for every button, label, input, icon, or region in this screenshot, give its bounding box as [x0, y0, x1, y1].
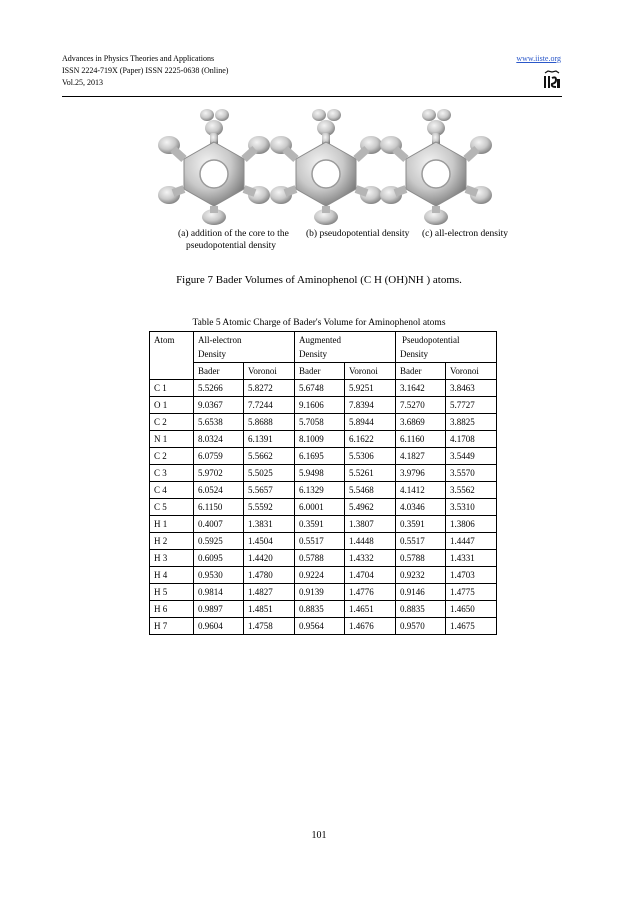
value-cell: 7.8394 [345, 397, 396, 414]
table-group-header-row [150, 332, 497, 363]
value-cell: 0.3591 [295, 516, 345, 533]
atomic-charge-table [149, 331, 497, 635]
atom-cell: C 2 [150, 414, 194, 431]
value-cell: 4.1708 [446, 431, 497, 448]
subheader-voronoi: Voronoi [446, 363, 497, 380]
website-link[interactable]: www.iiste.org [516, 54, 561, 63]
value-cell: 9.0367 [194, 397, 244, 414]
value-cell: 6.0759 [194, 448, 244, 465]
value-cell: 0.9232 [396, 567, 446, 584]
table-row [150, 448, 497, 465]
atom-cell: H 1 [150, 516, 194, 533]
page-number: 101 [311, 830, 327, 841]
value-cell: 0.9604 [194, 618, 244, 635]
value-cell: 0.5925 [194, 533, 244, 550]
value-cell: 5.8688 [244, 414, 295, 431]
atom-cell: C 4 [150, 482, 194, 499]
value-cell: 4.0346 [396, 499, 446, 516]
value-cell: 1.4447 [446, 533, 497, 550]
value-cell: 3.1642 [396, 380, 446, 397]
value-cell: 5.5025 [244, 465, 295, 482]
caption-a-line2: pseudopotential density [186, 241, 276, 251]
subheader-bader: Bader [396, 363, 446, 380]
value-cell: 0.9897 [194, 601, 244, 618]
value-cell: 0.8835 [295, 601, 345, 618]
value-cell: 0.5788 [396, 550, 446, 567]
value-cell: 1.4775 [446, 584, 497, 601]
atom-cell: H 7 [150, 618, 194, 635]
atom-cell: H 6 [150, 601, 194, 618]
value-cell: 0.9814 [194, 584, 244, 601]
header-rule [62, 96, 562, 97]
value-cell: 3.5449 [446, 448, 497, 465]
value-cell: 5.6538 [194, 414, 244, 431]
value-cell: 6.1391 [244, 431, 295, 448]
value-cell: 6.1622 [345, 431, 396, 448]
table-row [150, 533, 497, 550]
value-cell: 0.4007 [194, 516, 244, 533]
molecule-c [380, 109, 492, 225]
value-cell: 5.9251 [345, 380, 396, 397]
value-cell: 0.3591 [396, 516, 446, 533]
value-cell: 0.9530 [194, 567, 244, 584]
value-cell: 1.3807 [345, 516, 396, 533]
atom-cell: C 5 [150, 499, 194, 516]
value-cell: 5.5592 [244, 499, 295, 516]
table-row [150, 380, 497, 397]
value-cell: 5.7727 [446, 397, 497, 414]
value-cell: 1.4676 [345, 618, 396, 635]
value-cell: 1.3831 [244, 516, 295, 533]
table-row [150, 516, 497, 533]
table-row [150, 482, 497, 499]
journal-header [62, 53, 228, 89]
table-row [150, 584, 497, 601]
value-cell: 1.4420 [244, 550, 295, 567]
value-cell: 3.5310 [446, 499, 497, 516]
value-cell: 1.4776 [345, 584, 396, 601]
value-cell: 1.3806 [446, 516, 497, 533]
value-cell: 5.5468 [345, 482, 396, 499]
value-cell: 5.8944 [345, 414, 396, 431]
table-row [150, 414, 497, 431]
value-cell: 4.1827 [396, 448, 446, 465]
journal-name: Advances in Physics Theories and Applications [62, 54, 215, 63]
group-header-pseudopotential: Pseudopotential Density [396, 332, 497, 363]
value-cell: 3.5562 [446, 482, 497, 499]
subheader-bader: Bader [295, 363, 345, 380]
value-cell: 1.4780 [244, 567, 295, 584]
value-cell: 7.5270 [396, 397, 446, 414]
value-cell: 5.5266 [194, 380, 244, 397]
value-cell: 5.7058 [295, 414, 345, 431]
value-cell: 7.7244 [244, 397, 295, 414]
value-cell: 0.9564 [295, 618, 345, 635]
value-cell: 0.9139 [295, 584, 345, 601]
value-cell: 5.4962 [345, 499, 396, 516]
value-cell: 0.9570 [396, 618, 446, 635]
value-cell: 3.9796 [396, 465, 446, 482]
value-cell: 0.5517 [295, 533, 345, 550]
table-title: Table 5 Atomic Charge of Bader's Volume for Aminophenol atoms [192, 318, 446, 328]
value-cell: 6.0001 [295, 499, 345, 516]
bader-volumes-figure [155, 107, 495, 225]
value-cell: 6.1160 [396, 431, 446, 448]
atom-cell: H 2 [150, 533, 194, 550]
subheader-bader: Bader [194, 363, 244, 380]
value-cell: 0.5517 [396, 533, 446, 550]
atom-cell: H 3 [150, 550, 194, 567]
caption-a-line1: (a) addition of the core to the [178, 229, 289, 239]
value-cell: 5.5662 [244, 448, 295, 465]
table-row [150, 567, 497, 584]
atom-cell: C 3 [150, 465, 194, 482]
value-cell: 5.9702 [194, 465, 244, 482]
value-cell: 0.5788 [295, 550, 345, 567]
value-cell: 3.8463 [446, 380, 497, 397]
table-body [150, 380, 497, 635]
value-cell: 1.4448 [345, 533, 396, 550]
value-cell: 0.9146 [396, 584, 446, 601]
value-cell: 0.8835 [396, 601, 446, 618]
value-cell: 4.1412 [396, 482, 446, 499]
table-row [150, 465, 497, 482]
value-cell: 1.4504 [244, 533, 295, 550]
group-header-augmented: Augmented Density [295, 332, 396, 363]
value-cell: 5.5261 [345, 465, 396, 482]
caption-c: (c) all-electron density [422, 229, 508, 239]
value-cell: 1.4332 [345, 550, 396, 567]
value-cell: 3.6869 [396, 414, 446, 431]
value-cell: 1.4827 [244, 584, 295, 601]
value-cell: 3.8825 [446, 414, 497, 431]
value-cell: 1.4851 [244, 601, 295, 618]
value-cell: 3.5570 [446, 465, 497, 482]
group-header-all-electron: All-electron Density [194, 332, 295, 363]
table-row [150, 397, 497, 414]
table-row [150, 550, 497, 567]
atom-cell: C 1 [150, 380, 194, 397]
value-cell: 8.0324 [194, 431, 244, 448]
value-cell: 1.4758 [244, 618, 295, 635]
molecule-a [158, 109, 270, 225]
atom-cell: O 1 [150, 397, 194, 414]
value-cell: 1.4650 [446, 601, 497, 618]
journal-logo-icon [543, 70, 561, 90]
value-cell: 6.1150 [194, 499, 244, 516]
value-cell: 5.8272 [244, 380, 295, 397]
table-row [150, 601, 497, 618]
value-cell: 1.4675 [446, 618, 497, 635]
subheader-voronoi: Voronoi [345, 363, 396, 380]
value-cell: 1.4704 [345, 567, 396, 584]
table-row [150, 431, 497, 448]
value-cell: 1.4703 [446, 567, 497, 584]
value-cell: 6.1329 [295, 482, 345, 499]
atom-header: Atom [150, 332, 194, 380]
value-cell: 1.4331 [446, 550, 497, 567]
value-cell: 5.9498 [295, 465, 345, 482]
value-cell: 6.0524 [194, 482, 244, 499]
atom-cell: H 4 [150, 567, 194, 584]
caption-b: (b) pseudopotential density [306, 229, 410, 239]
journal-volume: Vol.25, 2013 [62, 78, 103, 87]
value-cell: 9.1606 [295, 397, 345, 414]
value-cell: 5.5657 [244, 482, 295, 499]
molecule-b [270, 109, 382, 225]
subheader-voronoi: Voronoi [244, 363, 295, 380]
value-cell: 5.5306 [345, 448, 396, 465]
value-cell: 0.6095 [194, 550, 244, 567]
value-cell: 8.1009 [295, 431, 345, 448]
journal-issn: ISSN 2224-719X (Paper) ISSN 2225-0638 (Online) [62, 66, 229, 75]
table-subheader-row [150, 363, 497, 380]
atom-cell: N 1 [150, 431, 194, 448]
figure-title: Figure 7 Bader Volumes of Aminophenol (C H (OH)NH ) atoms. [176, 274, 462, 286]
table-row [150, 618, 497, 635]
atom-cell: H 5 [150, 584, 194, 601]
atom-cell: C 2 [150, 448, 194, 465]
table-row [150, 499, 497, 516]
value-cell: 5.6748 [295, 380, 345, 397]
value-cell: 1.4651 [345, 601, 396, 618]
value-cell: 0.9224 [295, 567, 345, 584]
value-cell: 6.1695 [295, 448, 345, 465]
